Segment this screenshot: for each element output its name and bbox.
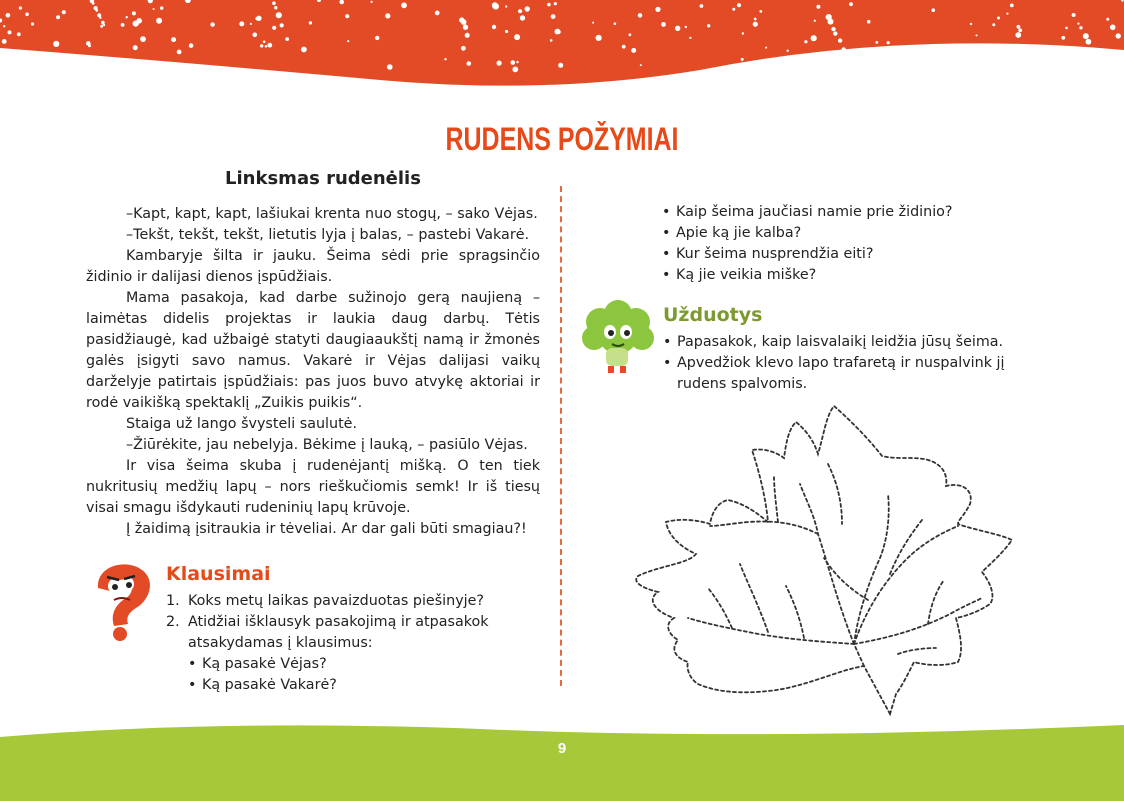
- snow-dot: [685, 26, 687, 28]
- snow-dot: [689, 37, 691, 39]
- question-mark-mascot-icon: [84, 558, 162, 642]
- snow-dot: [1061, 36, 1065, 40]
- snow-dot: [177, 50, 182, 55]
- bullet-icon: •: [663, 355, 672, 371]
- story-paragraph: –Žiūrėkite, jau nebelyja. Bėkime į lauką, – pasiūlo Vėjas.: [126, 437, 528, 453]
- snow-dot: [629, 33, 632, 36]
- snow-dot: [992, 23, 995, 26]
- list-item: [662, 244, 1022, 265]
- list-text: Atidžiai išklausyk pasakojimą ir atpasakok atsakydamas į klausimus:: [188, 614, 489, 651]
- snow-dot: [140, 36, 146, 42]
- snow-dot: [96, 9, 99, 12]
- questions-heading: Klausimai: [166, 563, 271, 585]
- snow-dot: [492, 2, 498, 8]
- snow-dot: [842, 47, 846, 51]
- snow-dot: [1112, 27, 1115, 30]
- snow-dot: [210, 22, 214, 26]
- story-section: [86, 166, 540, 540]
- list-item: [166, 612, 546, 654]
- snow-dot: [347, 40, 349, 42]
- bullet-icon: •: [662, 246, 671, 262]
- snow-dot: [520, 15, 525, 20]
- snow-dot: [759, 10, 762, 13]
- snow-dot: [751, 62, 757, 68]
- broccoli-mascot-icon: [580, 300, 660, 374]
- story-paragraph: Staiga už lango švysteli saulutė.: [126, 416, 358, 432]
- snow-dot: [260, 44, 263, 47]
- snow-dot: [461, 19, 467, 25]
- snow-dot: [700, 4, 704, 8]
- snow-dot: [1086, 39, 1092, 45]
- list-text: Papasakok, kaip laisvalaikį leidžia jūsų šeima.: [677, 334, 1004, 350]
- snow-dot: [556, 30, 560, 34]
- snow-dot: [1018, 28, 1022, 32]
- sub-list-item: [166, 675, 546, 696]
- list-item: [166, 591, 546, 612]
- list-text: Kur šeima nusprendžia eiti?: [676, 246, 874, 262]
- snow-dot: [53, 41, 59, 47]
- page-number: 9: [557, 740, 567, 757]
- snow-dot: [274, 6, 277, 9]
- page-title: RUDENS POŽYMIAI: [445, 121, 679, 158]
- snow-dot: [867, 20, 871, 24]
- snow-dot: [272, 26, 276, 30]
- snow-dot: [558, 63, 563, 68]
- list-item: [662, 265, 1022, 286]
- snow-dot: [239, 21, 244, 26]
- snow-dot: [976, 34, 978, 36]
- snow-dot: [638, 13, 643, 18]
- snow-dot: [742, 32, 744, 34]
- snow-dot: [153, 8, 155, 10]
- snow-dot: [465, 33, 470, 38]
- snow-dot: [88, 44, 91, 47]
- snow-dot: [640, 64, 642, 66]
- snow-dot: [497, 61, 502, 66]
- list-text: Ką pasakė Vakarė?: [202, 677, 337, 693]
- snow-dot: [189, 43, 194, 48]
- snow-dot: [121, 23, 125, 27]
- snow-dot: [1017, 25, 1021, 29]
- snow-dot: [301, 47, 307, 53]
- snow-dot: [371, 1, 373, 3]
- snow-dot: [3, 25, 5, 27]
- snow-dot: [2, 39, 7, 44]
- snow-dot: [1072, 13, 1076, 17]
- bullet-icon: •: [188, 656, 197, 672]
- snow-dot: [833, 31, 837, 35]
- snow-dot: [136, 18, 142, 24]
- column-divider: [560, 186, 562, 686]
- snow-dot: [385, 13, 390, 18]
- list-text: Apie ką jie kalba?: [676, 225, 802, 241]
- snow-dot: [1006, 13, 1008, 15]
- story-paragraph: –Tekšt, tekšt, tekšt, lietutis lyja į balas, – pastebi Vakarė.: [126, 227, 530, 243]
- snow-dot: [804, 40, 807, 43]
- snow-dot: [512, 67, 518, 73]
- snow-dot: [932, 47, 935, 50]
- snow-dot: [265, 45, 268, 48]
- snow-dot: [754, 18, 757, 21]
- snow-dot: [622, 45, 626, 49]
- list-text: Apvedžiok klevo lapo trafaretą ir nuspalvink jį rudens spalvomis.: [677, 355, 1005, 392]
- list-text: Ką jie veikia miške?: [676, 267, 817, 283]
- snow-dot: [280, 23, 284, 27]
- snow-dot: [516, 61, 518, 63]
- story-paragraph: Mama pasakoja, kad darbe sužinojo gerą naujieną – laimėtas didelis projektas ir laukia daug darbų. Tėtis pasidžiaugė, kad užbaigė statyti daugiaaukštį namą ir žmonės galės įsigyti savo namus. Vakarė ir Vėjas dalijasi vaikų darželyje patirtais įspūdžiais: pas juos buvo atvykę aktoriai ir rodė vaikišką spektaklį „Zuikis puikis“.: [86, 290, 540, 411]
- snow-dot: [707, 24, 710, 27]
- snow-dot: [845, 56, 849, 60]
- snow-dot: [883, 53, 887, 57]
- list-text: Koks metų laikas pavaizduotas piešinyje?: [188, 593, 485, 609]
- snow-dot: [467, 61, 472, 66]
- top-decorative-band: [0, 0, 1124, 100]
- snow-dot: [276, 12, 282, 18]
- snow-dot: [655, 7, 660, 12]
- snow-dot: [737, 3, 741, 7]
- snow-dot: [592, 22, 594, 24]
- snow-dot: [550, 39, 553, 42]
- snow-dot: [492, 25, 496, 29]
- snow-dot: [267, 43, 272, 48]
- snow-dot: [387, 64, 393, 70]
- snow-dot: [551, 14, 556, 19]
- story-title: Linksmas rudenėlis: [225, 168, 421, 189]
- snow-dot: [99, 17, 101, 19]
- snow-dot: [997, 17, 1000, 20]
- snow-dot: [250, 23, 252, 25]
- snow-dot: [17, 32, 21, 36]
- snow-dot: [92, 2, 95, 5]
- snow-dot: [787, 50, 789, 52]
- snow-dot: [765, 47, 767, 49]
- list-item: [663, 353, 1013, 395]
- snow-dot: [875, 41, 878, 44]
- snow-dot: [753, 22, 758, 27]
- snow-dot: [614, 22, 617, 25]
- snow-dot: [285, 37, 289, 41]
- list-number: 1.: [166, 593, 180, 609]
- snow-dot: [19, 6, 22, 9]
- bullet-icon: •: [663, 334, 672, 350]
- bullet-icon: •: [662, 225, 671, 241]
- bullet-icon: •: [662, 267, 671, 283]
- snow-dot: [132, 11, 136, 15]
- snow-dot: [525, 6, 530, 11]
- snow-dot: [101, 21, 105, 25]
- list-item: [662, 223, 1022, 244]
- snow-dot: [126, 16, 128, 18]
- list-item: [663, 332, 1013, 353]
- snow-dot: [1106, 18, 1109, 21]
- snow-dot: [675, 26, 680, 31]
- snow-dot: [1079, 26, 1082, 29]
- list-text: Ką pasakė Vėjas?: [202, 656, 327, 672]
- snow-dot: [253, 33, 258, 38]
- snow-dot: [1077, 23, 1079, 25]
- snow-dot: [62, 10, 66, 14]
- snow-dot: [133, 45, 138, 50]
- snow-dot: [814, 20, 816, 22]
- snow-dot: [444, 58, 446, 60]
- snow-dot: [887, 41, 890, 44]
- snow-dot: [514, 34, 520, 40]
- snow-dot: [1116, 33, 1121, 38]
- snow-dot: [56, 15, 60, 19]
- right-questions-list: [662, 202, 1022, 286]
- snow-dot: [401, 2, 407, 8]
- list-number: 2.: [166, 614, 180, 630]
- snow-dot: [461, 46, 466, 51]
- list-item: [662, 202, 1022, 223]
- snow-dot: [272, 1, 276, 5]
- snow-dot: [31, 22, 34, 25]
- snow-dot: [828, 19, 834, 25]
- bullet-icon: •: [662, 204, 671, 220]
- story-paragraph: Kambaryje šilta ir jauku. Šeima sėdi prie spragsinčio židinio ir dalijasi dienos įspūdžiais.: [86, 248, 540, 285]
- snow-dot: [838, 38, 842, 42]
- snow-dot: [463, 25, 468, 30]
- snow-dot: [970, 23, 972, 25]
- snow-dot: [6, 13, 11, 18]
- snow-dot: [547, 3, 551, 7]
- snow-dot: [995, 48, 999, 52]
- snow-dot: [505, 5, 507, 7]
- snow-dot: [309, 21, 312, 24]
- snow-dot: [811, 35, 817, 41]
- story-text: [86, 204, 540, 540]
- tasks-heading: Užduotys: [663, 304, 763, 326]
- snow-dot: [505, 30, 508, 33]
- snow-dot: [103, 24, 105, 26]
- snow-dot: [435, 11, 440, 16]
- snow-dot: [518, 9, 522, 13]
- snow-dot: [375, 36, 379, 40]
- snow-dot: [8, 30, 12, 34]
- bullet-icon: •: [188, 677, 197, 693]
- snow-dot: [160, 6, 163, 9]
- snow-dot: [255, 17, 259, 21]
- snow-dot: [661, 22, 666, 27]
- maple-leaf-stencil-icon: [628, 404, 1028, 724]
- snow-dot: [511, 60, 516, 65]
- snow-dot: [732, 8, 735, 11]
- tasks-list: [663, 332, 1013, 395]
- snow-dot: [156, 18, 162, 24]
- snow-dot: [100, 25, 103, 28]
- sub-list-item: [166, 654, 546, 675]
- story-paragraph: Ir visa šeima skuba į rudenėjantį mišką. O ten tiek nukritusių medžių lapų – nors rieškučiomis semk! Ir iš tiesų visai smagu išdykauti rudeninių lapų krūvoje.: [86, 458, 540, 516]
- list-text: Kaip šeima jaučiasi namie prie židinio?: [676, 204, 953, 220]
- story-paragraph: –Kapt, kapt, kapt, lašiukai krenta nuo stogų, – sako Vėjas.: [126, 206, 538, 222]
- snow-dot: [931, 8, 935, 12]
- snow-dot: [596, 35, 602, 41]
- snow-dot: [345, 14, 349, 18]
- snow-dot: [1065, 27, 1068, 30]
- snow-dot: [1083, 33, 1089, 39]
- snow-dot: [25, 13, 29, 17]
- snow-dot: [849, 2, 853, 6]
- snow-dot: [171, 37, 176, 42]
- snow-dot: [1010, 4, 1014, 8]
- snow-dot: [816, 5, 820, 9]
- snow-dot: [554, 2, 557, 5]
- snow-dot: [1015, 32, 1021, 38]
- snow-dot: [831, 27, 835, 31]
- story-paragraph: Į žaidimą įsitraukia ir tėveliai. Ar dar gali būti smagiau?!: [126, 521, 527, 537]
- questions-list: [166, 591, 546, 696]
- snow-dot: [263, 41, 266, 44]
- snow-dot: [741, 58, 744, 61]
- snow-dot: [631, 48, 636, 53]
